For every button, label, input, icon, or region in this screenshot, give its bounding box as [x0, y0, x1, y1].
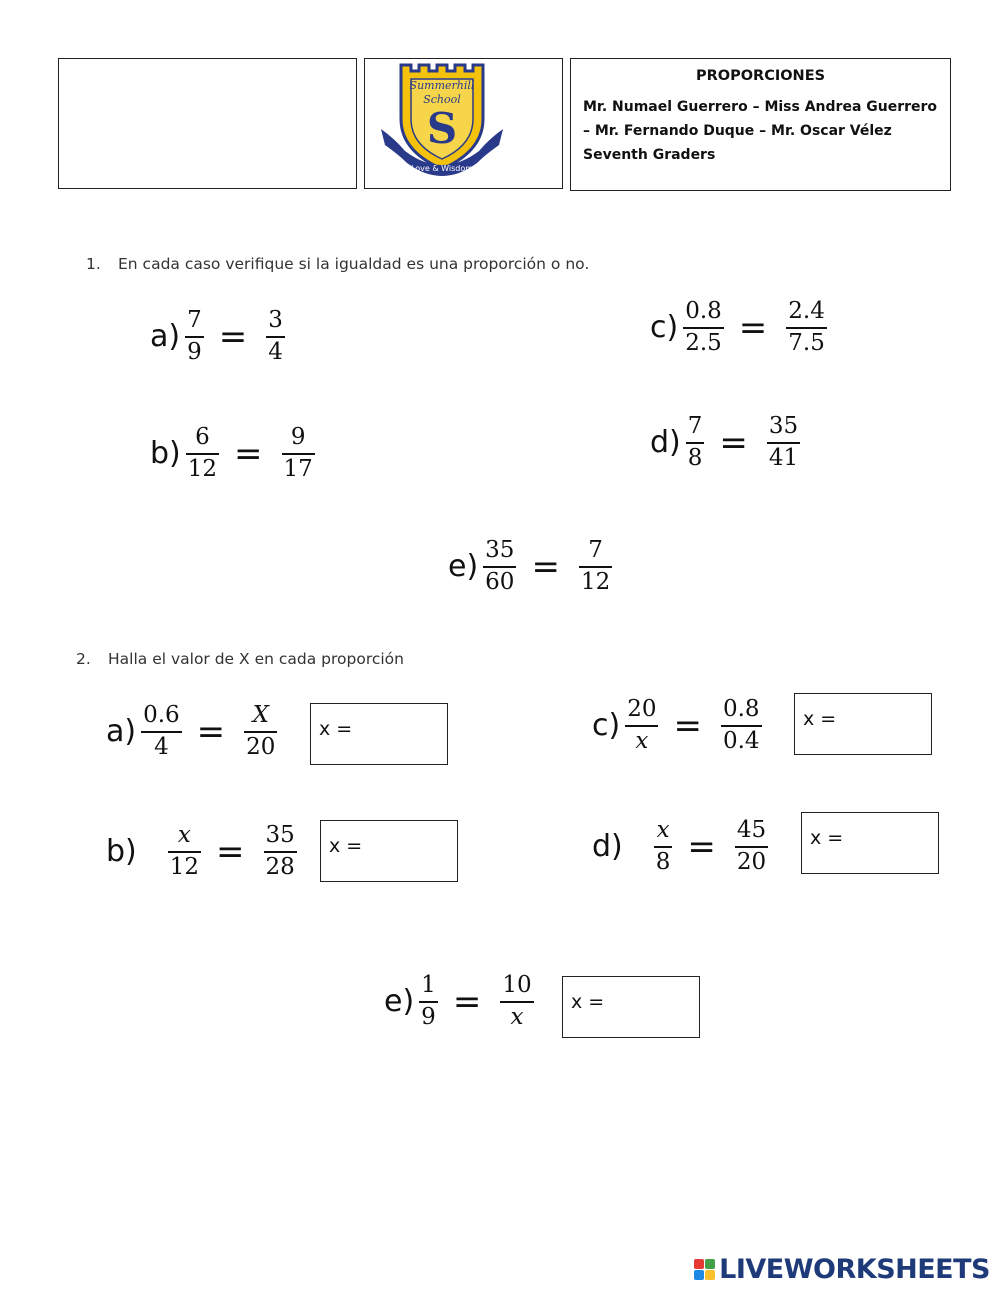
section2-instruction-text: Halla el valor de X en cada proporción	[108, 650, 404, 668]
worksheet-title: PROPORCIONES	[695, 68, 826, 84]
s2-problem-c	[592, 696, 765, 755]
denominator: 20	[736, 849, 767, 875]
numerator: x	[177, 822, 191, 848]
right-fraction	[732, 817, 771, 876]
answer-box-d[interactable]	[801, 812, 939, 874]
equals-sign: =	[452, 981, 482, 1022]
denominator: 4	[154, 734, 169, 760]
denominator: 28	[265, 854, 295, 880]
equals-sign: =	[687, 826, 716, 867]
problem-label: a)	[150, 319, 181, 354]
numerator: 0.8	[685, 298, 722, 324]
answer-box-c[interactable]	[794, 693, 932, 755]
numerator: 3	[268, 307, 283, 333]
brand-text: LIVEWORKSHEETS	[719, 1254, 990, 1285]
denominator: 20	[246, 734, 276, 760]
denominator: x	[510, 1004, 524, 1030]
equals-sign: =	[218, 316, 248, 357]
right-fraction	[261, 822, 300, 881]
right-fraction	[241, 702, 280, 761]
numerator: 20	[627, 696, 657, 722]
numerator: 1	[421, 972, 436, 998]
svg-text:School: School	[423, 93, 461, 106]
denominator: 60	[485, 569, 515, 595]
equals-sign: =	[738, 307, 768, 348]
s2-problem-e	[384, 972, 537, 1031]
svg-text:S: S	[426, 104, 458, 153]
left-fraction	[165, 822, 204, 881]
left-fraction	[182, 307, 207, 366]
liveworksheets-brand	[694, 1254, 990, 1285]
problem-label: e)	[384, 984, 415, 1019]
left-fraction	[183, 424, 222, 483]
school-crest-icon	[365, 59, 562, 188]
s1-problem-d	[650, 413, 803, 472]
answer-box-e[interactable]	[562, 976, 700, 1038]
numerator: 7	[687, 413, 703, 439]
denominator: 0.4	[722, 728, 760, 754]
section1-instruction	[86, 255, 589, 273]
numerator: 10	[502, 972, 532, 998]
equals-sign: =	[531, 546, 560, 587]
svg-text:Love & Wisdom: Love & Wisdom	[410, 164, 474, 173]
s1-problem-b	[150, 424, 318, 483]
denominator: 2.5	[685, 330, 722, 356]
s2-problem-b	[106, 822, 300, 881]
left-fraction	[622, 696, 661, 755]
right-fraction	[783, 298, 830, 357]
answer-label: x =	[810, 827, 844, 849]
denominator: 8	[655, 849, 671, 875]
right-fraction	[497, 972, 536, 1031]
right-fraction	[576, 537, 615, 596]
denominator: 41	[768, 445, 799, 471]
right-fraction	[279, 424, 318, 483]
left-fraction	[480, 537, 519, 596]
numerator: X	[252, 702, 269, 728]
answer-label: x =	[319, 718, 353, 740]
answer-label: x =	[571, 991, 605, 1013]
answer-label: x =	[329, 835, 363, 857]
numerator: 6	[195, 424, 210, 450]
denominator: 8	[687, 445, 703, 471]
section2-instruction	[76, 650, 404, 668]
numerator: 35	[265, 822, 295, 848]
section1-instruction-text: En cada caso verifique si la igualdad es una proporción o no.	[118, 255, 590, 273]
numerator: 0.8	[722, 696, 760, 722]
answer-box-b[interactable]	[320, 820, 458, 882]
problem-label: e)	[448, 549, 479, 584]
s1-problem-c	[650, 298, 830, 357]
equals-sign: =	[673, 705, 702, 746]
problem-label: b)	[106, 834, 137, 869]
equals-sign: =	[234, 433, 263, 474]
left-fraction	[683, 413, 708, 472]
liveworksheets-logo-icon	[694, 1259, 715, 1280]
problem-label: c)	[650, 310, 679, 345]
problem-label: c)	[592, 708, 621, 743]
s1-problem-e	[448, 537, 615, 596]
left-fraction	[138, 702, 185, 761]
problem-label: d)	[650, 425, 681, 460]
header-blank-box	[58, 58, 357, 189]
left-fraction	[680, 298, 727, 357]
right-fraction	[263, 307, 288, 366]
section2-number: 2.	[76, 650, 91, 668]
numerator: 2.4	[788, 298, 825, 324]
svg-text:Summerhill: Summerhill	[409, 79, 475, 92]
header-info-box	[570, 58, 951, 191]
numerator: 35	[768, 413, 799, 439]
denominator: x	[635, 728, 649, 754]
numerator: 9	[290, 424, 306, 450]
section1-number: 1.	[86, 255, 101, 273]
denominator: 12	[169, 854, 200, 880]
s2-problem-a	[106, 702, 280, 761]
s1-problem-a	[150, 307, 288, 366]
denominator: 4	[268, 339, 283, 365]
numerator: x	[656, 817, 670, 843]
numerator: 7	[588, 537, 603, 563]
numerator: 45	[736, 817, 767, 843]
denominator: 12	[187, 456, 218, 482]
answer-label: x =	[803, 708, 837, 730]
left-fraction	[416, 972, 441, 1031]
s2-problem-d	[592, 817, 771, 876]
equals-sign: =	[216, 831, 245, 872]
right-fraction	[764, 413, 803, 472]
problem-label: d)	[592, 829, 623, 864]
equals-sign: =	[719, 422, 748, 463]
answer-box-a[interactable]	[310, 703, 448, 765]
equals-sign: =	[196, 711, 226, 752]
header-logo-box	[364, 58, 563, 189]
denominator: 9	[421, 1004, 436, 1030]
numerator: 0.6	[143, 702, 180, 728]
right-fraction	[718, 696, 765, 755]
numerator: 7	[187, 307, 202, 333]
numerator: 35	[485, 537, 515, 563]
denominator: 7.5	[788, 330, 825, 356]
teachers-line-1: Mr. Numael Guerrero – Miss Andrea Guerrero	[583, 99, 938, 115]
denominator: 9	[187, 339, 202, 365]
problem-label: a)	[106, 714, 137, 749]
left-fraction	[651, 817, 676, 876]
grade-label: Seventh Graders	[583, 147, 716, 163]
denominator: 17	[283, 456, 313, 482]
teachers-line-2: – Mr. Fernando Duque – Mr. Oscar Vélez	[583, 123, 892, 139]
problem-label: b)	[150, 436, 181, 471]
denominator: 12	[580, 569, 611, 595]
